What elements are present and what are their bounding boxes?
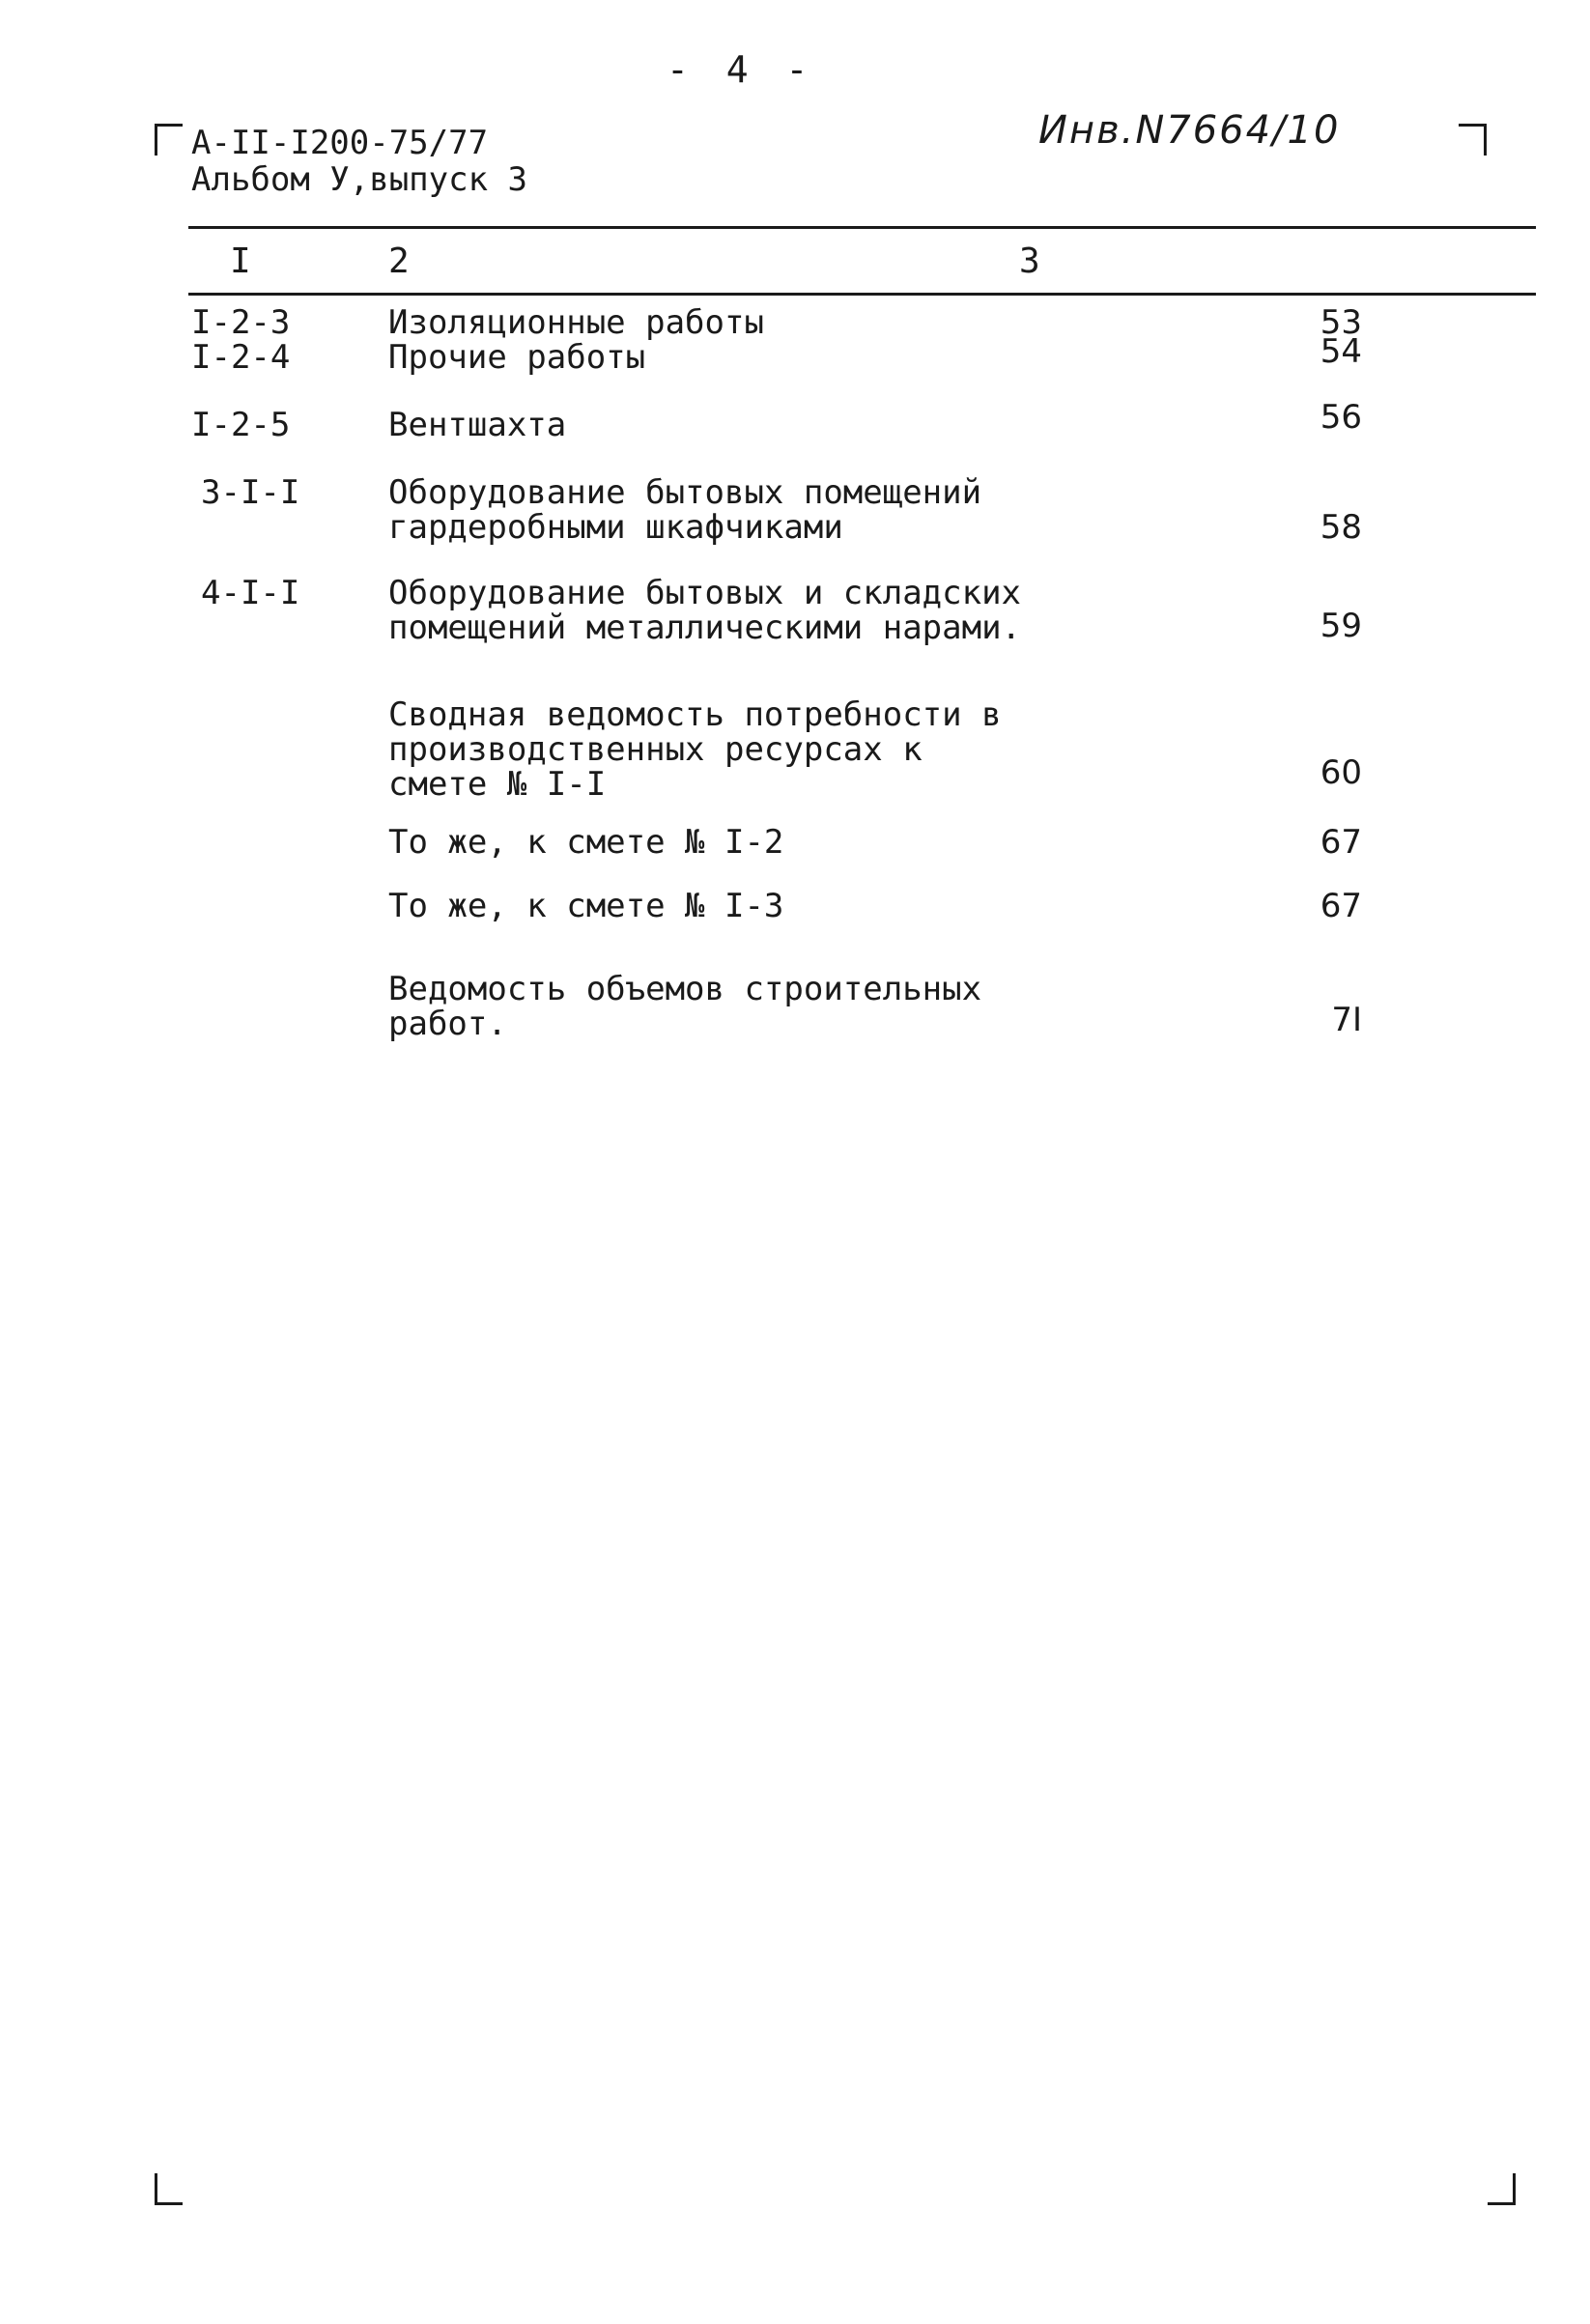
page-ref: 53 [1320,303,1362,342]
section-title: Оборудование бытовых и складских помещений металлическими нарами. [388,574,1022,647]
page-ref: 67 [1320,823,1362,862]
corner-mark-top-right [1459,124,1487,156]
document-code: А-II-I200-75/77 [191,124,489,162]
section-title: Прочие работы [388,338,646,377]
table-top-rule [188,226,1536,229]
page-ref: 56 [1320,398,1362,437]
page-ref: 7I [1331,1001,1362,1039]
section-title: Вентшахта [388,406,567,444]
section-title: То же, к смете № I-2 [388,823,784,862]
table-header-rule [188,293,1536,296]
corner-mark-top-left [155,124,183,156]
corner-mark-bottom-right [1488,2173,1516,2205]
inventory-number: Инв.N7664/10 [1038,108,1341,153]
section-code: I-2-3 [191,303,291,342]
album-label: Альбом У,выпуск 3 [191,160,527,199]
section-code: I-2-5 [191,406,291,444]
section-code: 3-I-I [201,473,300,512]
corner-mark-bottom-left [155,2173,183,2205]
section-title: Сводная ведомость потребности в производственных ресурсах к смете № I-I [388,695,1002,804]
column-header-2: 2 [388,241,410,281]
section-title: Ведомость объемов строительных работ. [388,970,982,1043]
page-ref: 58 [1320,508,1362,547]
page-ref: 54 [1320,332,1362,371]
section-code: 4-I-I [201,574,300,612]
section-title: То же, к смете № I-3 [388,887,784,925]
page-number: - 4 - [667,48,816,91]
section-title: Изоляционные работы [388,303,764,342]
section-code: I-2-4 [191,338,291,377]
section-title: Оборудование бытовых помещений гардеробными шкафчиками [388,473,982,547]
page-ref: 60 [1320,753,1362,792]
page-ref: 59 [1320,607,1362,645]
column-header-3: 3 [1019,241,1040,281]
column-header-1: I [230,241,251,281]
page-ref: 67 [1320,887,1362,925]
